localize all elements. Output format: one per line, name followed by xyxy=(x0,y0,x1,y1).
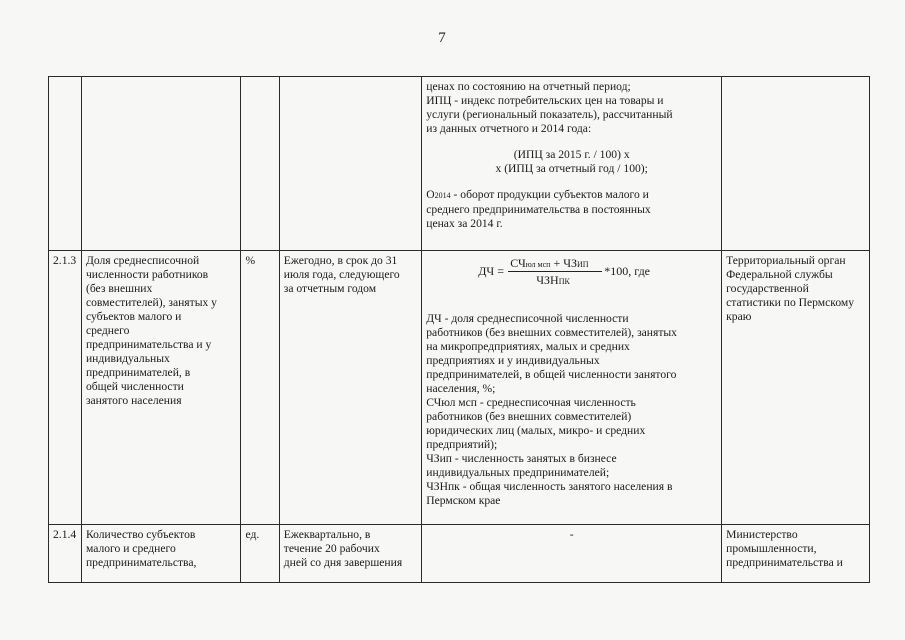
formula-numerator: СЧюл мсп + ЧЗИП xyxy=(510,256,589,270)
text-line: ценах за 2014 г. xyxy=(426,217,503,230)
table-row-2-1-4 xyxy=(49,525,870,583)
cell-unit xyxy=(241,77,279,251)
fraction-bar xyxy=(508,271,602,272)
formula-line: (ИПЦ за 2015 г. / 100) х xyxy=(513,148,630,161)
cell-num: 2.1.4 xyxy=(49,525,82,583)
cell-source: Территориальный орган Федеральной службы государственной статистики по Пермскому краю xyxy=(722,251,870,525)
table-row-2-1-3 xyxy=(49,251,870,525)
cell-unit: ед. xyxy=(241,525,279,583)
text-line: ИПЦ - индекс потребительских цен на товары и xyxy=(426,94,664,107)
page-number: 7 xyxy=(438,30,446,46)
table-row-continuation xyxy=(49,77,870,251)
cell-name: Доля среднесписочной численности работников (без внешних совместителей), занятых у субъектов малого и среднего предпринимательства и у индивидуальных предпринимателей, в общей численности занятого населения xyxy=(81,251,241,525)
cell-unit: % xyxy=(241,251,279,525)
cell-period: Ежегодно, в срок до 31 июля года, следующего за отчетным годом xyxy=(279,251,422,525)
formula-line: х (ИПЦ за отчетный год / 100); xyxy=(495,162,648,175)
cell-source: Министерство промышленности, предпринимательства и xyxy=(722,525,870,583)
cell-period: Ежеквартально, в течение 20 рабочих дней со дня завершения xyxy=(279,525,422,583)
formula-lhs: ДЧ = xyxy=(478,264,505,278)
cell-num xyxy=(49,77,82,251)
cell-source xyxy=(722,77,870,251)
text-line: из данных отчетного и 2014 года: xyxy=(426,122,592,135)
cell-method: ДЧ = СЧюл мсп + ЧЗИП ЧЗНПК *100, где ДЧ - доля среднесписочной численности работников (без внешних совместителей), занятых на микропредприятиях, малых и средних предприятиях и у индивидуальных предпринимателей, в общей численности занятого населения, %; СЧюл мсп - среднесписочная численность работников (без внешних совместителей) юридических лиц (малых, микро- и средних предприятий); ЧЗип - численность занятых в бизнесе индивидуальных предпринимателей; ЧЗНпк - общая численность занятого населения в Пермском крае xyxy=(422,251,722,525)
o2014-definition: О2014 - оборот продукции субъектов малого и xyxy=(426,188,649,201)
text-line: услуги (региональный показатель), рассчитанный xyxy=(426,108,673,121)
cell-name xyxy=(81,77,241,251)
cell-method xyxy=(422,77,722,251)
text-line: среднего предпринимательства в постоянных xyxy=(426,203,651,216)
cell-method: - xyxy=(422,525,722,583)
formula-rhs: *100, где xyxy=(604,264,651,278)
cell-period xyxy=(279,77,422,251)
cell-num: 2.1.3 xyxy=(49,251,82,525)
text-line: ценах по состоянию на отчетный период; xyxy=(426,80,631,93)
formula-dch xyxy=(426,254,717,312)
cell-name: Количество субъектов малого и среднего предпринимательства, xyxy=(81,525,241,583)
formula-denominator: ЧЗНПК xyxy=(536,273,570,287)
indicators-table xyxy=(48,76,870,583)
